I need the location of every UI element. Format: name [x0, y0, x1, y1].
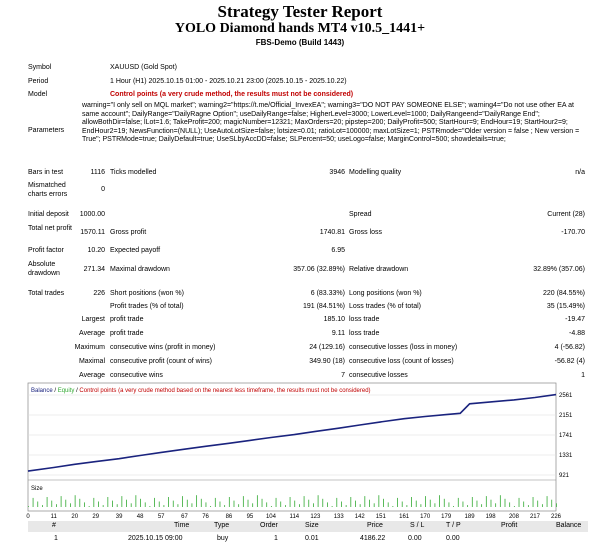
size-bar	[51, 501, 52, 507]
size-bar	[477, 501, 478, 507]
size-bar	[430, 500, 431, 507]
x-tick-label: 39	[115, 514, 123, 520]
size-bar	[392, 506, 393, 507]
lt-value: 35 (15.49%)	[546, 303, 585, 310]
size-bar	[135, 495, 136, 507]
size-bar	[210, 506, 211, 507]
size-bar	[70, 503, 71, 507]
size-bar	[257, 495, 258, 507]
size-bar	[266, 502, 267, 507]
x-tick-label: 86	[225, 514, 233, 520]
size-bar	[276, 498, 277, 507]
x-tick-label: 20	[71, 514, 79, 520]
col-tp: T / P	[446, 522, 461, 529]
size-bar	[463, 502, 464, 508]
x-tick-label: 170	[420, 514, 431, 520]
x-tick-label: 161	[399, 514, 410, 520]
size-bar	[336, 498, 337, 507]
pf-value: 10.20	[87, 247, 105, 254]
x-tick-label: 198	[485, 514, 496, 520]
trades-value: 226	[93, 290, 105, 297]
size-bar	[84, 502, 85, 507]
size-bar	[458, 498, 459, 507]
size-bar	[481, 504, 482, 507]
size-bar	[224, 505, 225, 507]
size-bar	[420, 504, 421, 507]
pt-label: Profit trades (% of total)	[110, 303, 184, 310]
row-time: 2025.10.15 09:00	[128, 535, 183, 542]
row-tp: 0.00	[446, 535, 460, 542]
size-bar	[131, 503, 132, 507]
size-bar	[500, 495, 501, 507]
size-label: Size	[31, 486, 43, 492]
bars-label: Bars in test	[28, 169, 64, 176]
size-bar	[121, 496, 122, 507]
size-bar	[164, 505, 165, 507]
deposit-value: 1000.00	[79, 211, 105, 218]
mcll-label: consecutive loss (count of losses)	[349, 358, 454, 365]
mismatch-label: Mismatched charts errors	[28, 182, 68, 198]
size-bar	[495, 503, 496, 507]
mcp-label: consecutive profit (count of wins)	[110, 358, 212, 365]
size-bar	[547, 496, 548, 507]
size-bar	[411, 497, 412, 507]
size-bar	[378, 495, 379, 507]
size-bar	[248, 500, 249, 507]
size-bar	[42, 505, 43, 507]
x-tick-label: 189	[464, 514, 475, 520]
report-title: Strategy Tester Report	[217, 2, 383, 21]
size-bar	[514, 506, 515, 507]
size-bar	[453, 506, 454, 507]
short-value: 6 (83.33%)	[310, 290, 345, 297]
alt-label: loss trade	[349, 330, 380, 337]
size-bar	[332, 506, 333, 507]
bars-value: 1116	[90, 169, 105, 176]
size-bar	[93, 498, 94, 507]
size-bar	[528, 505, 529, 507]
x-tick-label: 226	[550, 514, 562, 520]
size-bar	[75, 495, 76, 507]
size-bar	[252, 503, 253, 507]
col-order: Order	[260, 522, 278, 529]
row-price: 4186.22	[360, 535, 386, 542]
largest-label: Largest	[81, 316, 105, 323]
trades-table-header	[28, 521, 588, 532]
size-bar	[486, 496, 487, 507]
size-bar	[519, 498, 520, 507]
x-tick-label: 104	[265, 514, 276, 520]
symbol-label: Symbol	[28, 64, 52, 71]
row-type: buy	[217, 535, 229, 542]
short-label: Short positions (won %)	[110, 290, 184, 297]
size-bar	[56, 504, 57, 507]
size-bar	[238, 504, 239, 507]
size-bar	[79, 499, 80, 507]
acl-label: consecutive losses	[349, 372, 408, 379]
size-bar	[537, 501, 538, 507]
size-bar	[350, 497, 351, 507]
size-bar	[159, 502, 160, 508]
size-bar	[126, 500, 127, 507]
legend-sep-2: /	[76, 388, 78, 394]
size-bar	[243, 496, 244, 507]
mcp-value: 349.90 (18)	[309, 358, 345, 365]
period-value: 1 Hour (H1) 2025.10.15 01:00 - 2025.10.21 23:00 (2025.10.15 - 2025.10.22)	[110, 78, 347, 85]
size-bar	[444, 499, 445, 507]
llt-label: loss trade	[349, 316, 380, 323]
size-bar	[98, 502, 99, 508]
size-bar	[28, 506, 29, 507]
size-bar	[304, 496, 305, 507]
x-tick-label: 67	[181, 514, 188, 520]
legend-sep: /	[54, 388, 57, 394]
grossloss-value: -170.70	[561, 229, 585, 236]
legend-note: Control points (a very crude method based on the nearest less timeframe, the results must not be considered)	[79, 388, 371, 394]
size-bar	[299, 504, 300, 507]
size-bar	[149, 506, 150, 507]
size-bar	[425, 496, 426, 507]
size-bar	[182, 496, 183, 507]
size-bar	[388, 502, 389, 507]
long-label: Long positions (won %)	[349, 290, 422, 297]
parameters-label: Parameters	[28, 127, 65, 134]
col-type: Type	[214, 522, 230, 529]
size-bar	[523, 502, 524, 508]
size-bar	[285, 505, 286, 507]
size-bar	[533, 497, 534, 507]
model-label: Model	[28, 91, 48, 98]
size-bar	[505, 499, 506, 507]
size-bar	[168, 497, 169, 507]
server-info: FBS-Demo (Build 1443)	[255, 38, 345, 47]
x-tick-label: 29	[92, 514, 100, 520]
size-bar	[280, 502, 281, 508]
long-value: 220 (84.55%)	[542, 290, 585, 297]
mcw-value: 24 (129.16)	[309, 344, 345, 351]
mcll-value: -56.82 (4)	[554, 358, 585, 365]
size-bar	[290, 497, 291, 507]
col-size: Size	[305, 522, 319, 529]
size-bar	[364, 496, 365, 507]
legend-equity: Equity	[57, 388, 75, 394]
col-sl: S / L	[410, 522, 425, 529]
size-bar	[355, 501, 356, 507]
size-bar	[154, 498, 155, 507]
size-bar	[178, 504, 179, 507]
y-tick-label: 921	[559, 473, 570, 479]
period-label: Period	[28, 78, 49, 85]
x-tick-label: 11	[50, 514, 57, 520]
size-bar	[341, 502, 342, 508]
mcw-label: consecutive wins (profit in money)	[110, 344, 216, 351]
x-tick-label: 133	[333, 514, 344, 520]
y-tick-label: 1741	[559, 433, 573, 439]
chart-frame	[28, 383, 556, 511]
size-bar	[215, 498, 216, 507]
col-price: Price	[367, 522, 383, 529]
svg-text:Balance / Equity / Control poi	[31, 388, 371, 394]
y-tick-label: 1331	[559, 453, 573, 459]
size-bar	[551, 500, 552, 507]
acw-label: consecutive wins	[110, 372, 163, 379]
grossprofit-label: Gross profit	[110, 229, 147, 236]
size-bar	[322, 499, 323, 507]
size-bar	[201, 499, 202, 507]
size-bar	[556, 503, 557, 507]
size-bar	[397, 498, 398, 507]
maxdd-label: Maximal drawdown	[110, 266, 170, 273]
col-profit: Profit	[501, 522, 518, 529]
netprofit-label: Total net profit	[28, 225, 72, 232]
table-row	[28, 534, 588, 543]
spread-label: Spread	[349, 211, 372, 218]
ea-name: YOLO Diamond hands MT4 v10.5_1441+	[174, 21, 426, 36]
size-bar	[509, 502, 510, 507]
mcl-label: consecutive losses (loss in money)	[349, 344, 458, 351]
average-label: Average	[79, 330, 105, 337]
size-bar	[416, 501, 417, 507]
x-tick-label: 0	[26, 514, 30, 520]
x-tick-label: 114	[289, 514, 300, 520]
row-sl: 0.00	[408, 535, 422, 542]
maximal-label: Maximal	[78, 358, 105, 365]
size-bar	[192, 503, 193, 507]
size-bar	[491, 500, 492, 507]
x-tick-label: 123	[310, 514, 321, 520]
y-tick-label: 2561	[559, 393, 573, 399]
mismatch-value: 0	[101, 186, 105, 193]
absdd-value: 271.34	[83, 266, 105, 273]
size-bar	[173, 501, 174, 507]
size-bar	[117, 504, 118, 507]
x-tick-label: 95	[246, 514, 254, 520]
size-bar	[61, 496, 62, 507]
acl-value: 1	[581, 372, 585, 379]
size-bar	[196, 495, 197, 507]
size-bar	[439, 495, 440, 507]
grossprofit-value: 1740.81	[319, 229, 345, 236]
row-size: 0.01	[305, 535, 319, 542]
deposit-label: Initial deposit	[28, 211, 69, 218]
parameters-value: warning="I only sell on MQL market"; warning2="https://t.me/Official_InvexEA"; warning3="DO NOT PAY SOMEONE ELSE"; warning4="Do not use other EA at same account"; DailyRange="DailyRagne Option"; useDailyRange=false; HigherLevel=3000; LowerLevel=1000; DailyRangeend="DailyRange End"; allowBothDir=false; lLot=1.6; TakeProfit=200; magicNumber=12321; MaxOrders=20; pipstep=200; DailyProfit=500; StartHour=9; EndHour=19; StartHour2=9; EndHour2=19; NewsFunction=(NULL); UseAutoLotSize=false; lotsize=0.01; ratioLot=100000; maxLotSize=1; PSTRmode="Older version = false ; New version = True"; PSTRMode=true; DailyDefault=true; UseSLbyAccDD=false; SLPercent=50; useLogo=false; MarginControl=500; showdetails=true;	[82, 102, 580, 144]
size-bar	[140, 499, 141, 507]
size-bar	[65, 500, 66, 507]
lt-label: Loss trades (% of total)	[349, 303, 421, 310]
size-bar	[112, 501, 113, 507]
apt-value: 9.11	[331, 330, 345, 337]
quality-value: n/a	[575, 169, 585, 176]
size-bar	[472, 497, 473, 507]
size-bar	[308, 500, 309, 507]
size-bar	[313, 503, 314, 507]
size-bar	[406, 505, 407, 507]
netprofit-value: 1570.11	[80, 229, 105, 236]
size-bar	[542, 504, 543, 507]
size-bar	[206, 502, 207, 507]
ep-label: Expected payoff	[110, 247, 161, 254]
x-tick-label: 179	[441, 514, 452, 520]
mcl-value: 4 (-56.82)	[554, 344, 585, 351]
y-tick-label: 2151	[559, 413, 573, 419]
size-bar	[383, 499, 384, 507]
alt-value: -4.88	[569, 330, 585, 337]
reldd-value: 32.89% (357.06)	[533, 266, 585, 273]
balance-chart	[28, 383, 600, 521]
x-tick-label: 142	[354, 514, 365, 520]
quality-label: Modelling quality	[349, 169, 402, 176]
size-bar	[346, 505, 347, 507]
size-bar	[369, 500, 370, 507]
size-bar	[145, 502, 146, 507]
spread-value: Current (28)	[547, 211, 585, 218]
maximum-label: Maximum	[74, 344, 105, 351]
size-bar	[360, 504, 361, 507]
size-bar	[33, 498, 34, 507]
row-order: 1	[274, 535, 278, 542]
x-tick-label: 48	[136, 514, 144, 520]
apt-label: profit trade	[110, 330, 144, 337]
size-bar	[220, 502, 221, 508]
absdd-label: Absolute drawdown	[28, 261, 60, 277]
row-num: 1	[54, 535, 58, 542]
size-bar	[449, 502, 450, 507]
size-bar	[107, 497, 108, 507]
ticks-value: 3946	[329, 169, 345, 176]
reldd-label: Relative drawdown	[349, 266, 409, 273]
model-value: Control points (a very crude method, the results must not be considered)	[110, 91, 354, 98]
size-bar	[234, 501, 235, 507]
x-tick-label: 151	[375, 514, 386, 520]
ep-value: 6.95	[331, 247, 345, 254]
ticks-label: Ticks modelled	[110, 169, 157, 176]
size-bar	[187, 500, 188, 507]
size-bar	[271, 506, 272, 507]
size-bar	[327, 502, 328, 507]
size-bar	[294, 501, 295, 507]
acw-value: 7	[341, 372, 345, 379]
col-time: Time	[174, 522, 190, 529]
size-bar	[435, 503, 436, 507]
size-bar	[262, 499, 263, 507]
col-num: #	[52, 522, 56, 529]
grossloss-label: Gross loss	[349, 229, 383, 236]
x-tick-label: 208	[508, 514, 519, 520]
col-balance: Balance	[556, 522, 582, 529]
pf-label: Profit factor	[28, 247, 64, 254]
trades-label: Total trades	[28, 290, 65, 297]
size-bar	[103, 505, 104, 507]
pt-value: 191 (84.51%)	[302, 303, 345, 310]
x-tick-label: 57	[157, 514, 165, 520]
x-tick-label: 217	[529, 514, 540, 520]
size-bar	[89, 506, 90, 507]
symbol-value: XAUUSD (Gold Spot)	[110, 64, 177, 71]
lpt-value: 185.10	[323, 316, 345, 323]
size-bar	[37, 502, 38, 508]
size-bar	[318, 495, 319, 507]
average2-label: Average	[79, 372, 105, 379]
x-tick-label: 76	[202, 514, 209, 520]
size-bar	[467, 505, 468, 507]
llt-value: -19.47	[565, 316, 585, 323]
size-bar	[374, 503, 375, 507]
size-bar	[229, 497, 230, 507]
maxdd-value: 357.06 (32.89%)	[293, 266, 345, 273]
size-bar	[402, 502, 403, 508]
lpt-label: profit trade	[110, 316, 144, 323]
size-bar	[47, 497, 48, 507]
legend-balance: Balance	[31, 388, 53, 394]
